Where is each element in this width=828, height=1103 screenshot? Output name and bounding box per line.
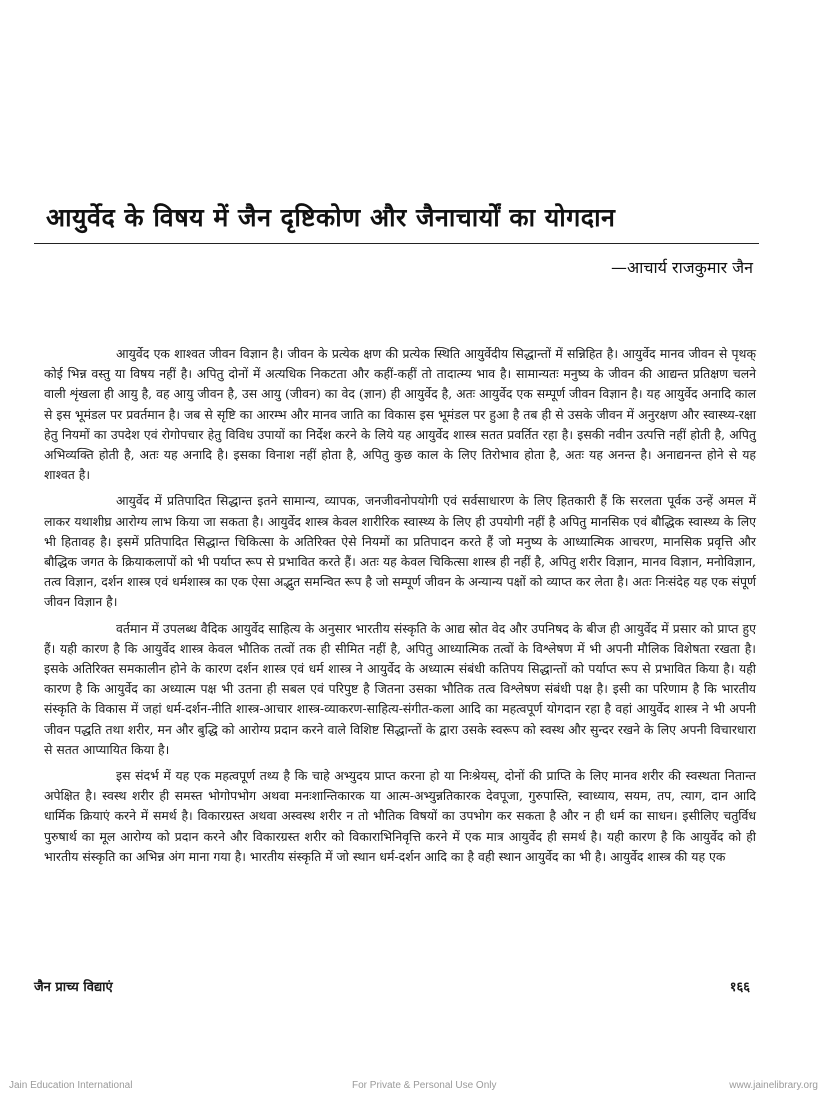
article-body [44,344,756,873]
paragraph: वर्तमान में उपलब्ध वैदिक आयुर्वेद साहित्य के अनुसार भारतीय संस्कृति के आद्य स्रोत वेद और उपनिषद के बीज ही आयुर्वेद में प्रसार को प्राप्त हुए हैं। यही कारण है कि आयुर्वेद शास्त्र केवल भौतिक तत्वों तक ही सीमित नहीं है, अपितु आध्यात्मिक तत्वों के विश्लेषण में भी अपनी मौलिक विशेषता रखता है। इसके अतिरिक्त समकालीन होने के कारण दर्शन शास्त्र एवं धर्म शास्त्र ने आयुर्वेद के अध्यात्म संबंधी कतिपय सिद्धान्तों को पर्याप्त रूप से प्रभावित किया है। यही कारण है कि आयुर्वेद का अध्यात्म पक्ष भी उतना ही सबल एवं परिपुष्ट है जितना उसका भौतिक तत्व विश्लेषण संबंधी पक्ष है। इसी का परिणाम है कि भारतीय संस्कृति के विकास में जहां धर्म-दर्शन-नीति शास्त्र-आचार शास्त्र-व्याकरण-साहित्य-संगीत-कला आदि का महत्वपूर्ण योगदान रहा है वहां आयुर्वेद शास्त्र ने भी अपनी जीवन पद्धति तथा शरीर, मन और बुद्धि को आरोग्य प्रदान करने वाले विशिष्ट सिद्धान्तों के द्वारा उसके स्वरूप को स्वस्थ और सुन्दर रखने के लिए अपनी विचारधारा से सतत आप्यायित किया है। [44,620,756,757]
paragraph: इस संदर्भ में यह एक महत्वपूर्ण तथ्य है कि चाहे अभ्युदय प्राप्त करना हो या निःश्रेयस्, दोनों की प्राप्ति के लिए मानव शरीर की स्वस्थता नितान्त अपेक्षित है। स्वस्थ शरीर ही समस्त भोगोपभोग अथवा मनःशान्तिकारक या आत्म-अभ्युन्नतिकारक देवपूजा, गुरुपास्ति, स्वाध्याय, सयम, तप, त्याग, दान आदि धार्मिक क्रियाएं करने में समर्थ है। विकारग्रस्त अथवा अस्वस्थ शरीर न तो भौतिक विषयों का उपभोग कर सकता है और न ही धर्म का साधन। इसीलिए चतुर्विध पुरुषार्थ का मूल आरोग्य को प्रदान करने और विकारग्रस्त शरीर को विकाराभिनिवृत्ति करने में एक मात्र आयुर्वेद ही समर्थ है। यही कारण है कि आयुर्वेद को ही भारतीय संस्कृति का अभिन्न अंग माना गया है। भारतीय संस्कृति में जो स्थान धर्म-दर्शन आदि का है वही स्थान आयुर्वेद का भी है। आयुर्वेद शास्त्र की यह एक [44,768,756,864]
article-author: —आचार्य राजकुमार जैन [611,258,753,277]
publication-name: जैन प्राच्य विद्याएं [34,980,113,995]
watermark-usage-note: For Private & Personal Use Only [352,1080,497,1091]
paragraph: आयुर्वेद एक शाश्वत जीवन विज्ञान है। जीवन के प्रत्येक क्षण की प्रत्येक स्थिति आयुर्वेदीय सिद्धान्तों में सन्निहित है। आयुर्वेद मानव जीवन से पृथक् कोई भिन्न वस्तु या विषय नहीं है। अपितु दोनों में अत्यधिक निकटता और कहीं-कहीं तो तादात्म्य भाव है। सामान्यतः मनुष्य के जीवन की आद्यन्त प्रतिक्षण चलने वाली शृंखला ही आयु है, वह आयु जीवन है, उस आयु (जीवन) का वेद (ज्ञान) ही आयुर्वेद है, अतः आयुर्वेद एक सम्पूर्ण जीवन विज्ञान है। यह आयुर्वेद अनादि काल से इस भूमंडल पर प्रवर्तमान है। जब से सृष्टि का आरम्भ और मानव जाति का विकास इस भूमंडल पर हुआ है तब ही से उसके जीवन में अनुरक्षण और स्वास्थ्य-रक्षा हेतु नियमों का उपदेश एवं रोगोपचार हेतु विविध उपायों का निर्देश करने के लिये यह आयुर्वेद शास्त्र सतत प्रवर्तित रहा है। इसकी नवीन उत्पत्ति नहीं होती है, अपितु अभिव्यक्ति होती है, अतः यह अनादि है। इसका विनाश नहीं होता है, अपितु कुछ काल के लिए तिरोभाव होता है, अतः यह अनन्त है। अनाद्यनन्त होने से यह शाश्वत है। [44,346,756,483]
watermark-website: www.jainelibrary.org [729,1080,818,1091]
watermark-publisher: Jain Education International [9,1080,133,1091]
paragraph: आयुर्वेद में प्रतिपादित सिद्धान्त इतने सामान्य, व्यापक, जनजीवनोपयोगी एवं सर्वसाधारण के लिए हितकारी हैं कि सरलता पूर्वक उन्हें अमल में लाकर यथाशीघ्र आरोग्य लाभ किया जा सकता है। आयुर्वेद शास्त्र केवल शारीरिक स्वास्थ्य के लिए ही उपयोगी नहीं है अपितु मानसिक एवं बौद्धिक स्वास्थ्य के लिए भी हितावह है। इसमें प्रतिपादित सिद्धान्त चिकित्सा के अतिरिक्त ऐसे नियमों का प्रतिपादन करते हैं जो मनुष्य के आध्यात्मिक आचरण, मानसिक प्रवृत्ति और बौद्धिक जगत के क्रियाकलापों को भी पर्याप्त रूप से प्रभावित करते हैं। अतः यह केवल चिकित्सा शास्त्र ही नहीं है, अपितु शरीर विज्ञान, मानव विज्ञान, मनोविज्ञान, तत्व विज्ञान, दर्शन शास्त्र एवं धर्मशास्त्र का एक ऐसा अद्भुत समन्वित रूप है जो सम्पूर्ण जीवन के अन्यान्य पक्षों को व्याप्त कर लेता है। अतः निःसंदेह यह एक संपूर्ण जीवन विज्ञान है। [44,493,756,610]
page-number: १६६ [729,980,750,995]
title-divider [34,243,759,244]
article-title: आयुर्वेद के विषय में जैन दृष्टिकोण और जैनाचार्यों का योगदान [46,203,616,232]
